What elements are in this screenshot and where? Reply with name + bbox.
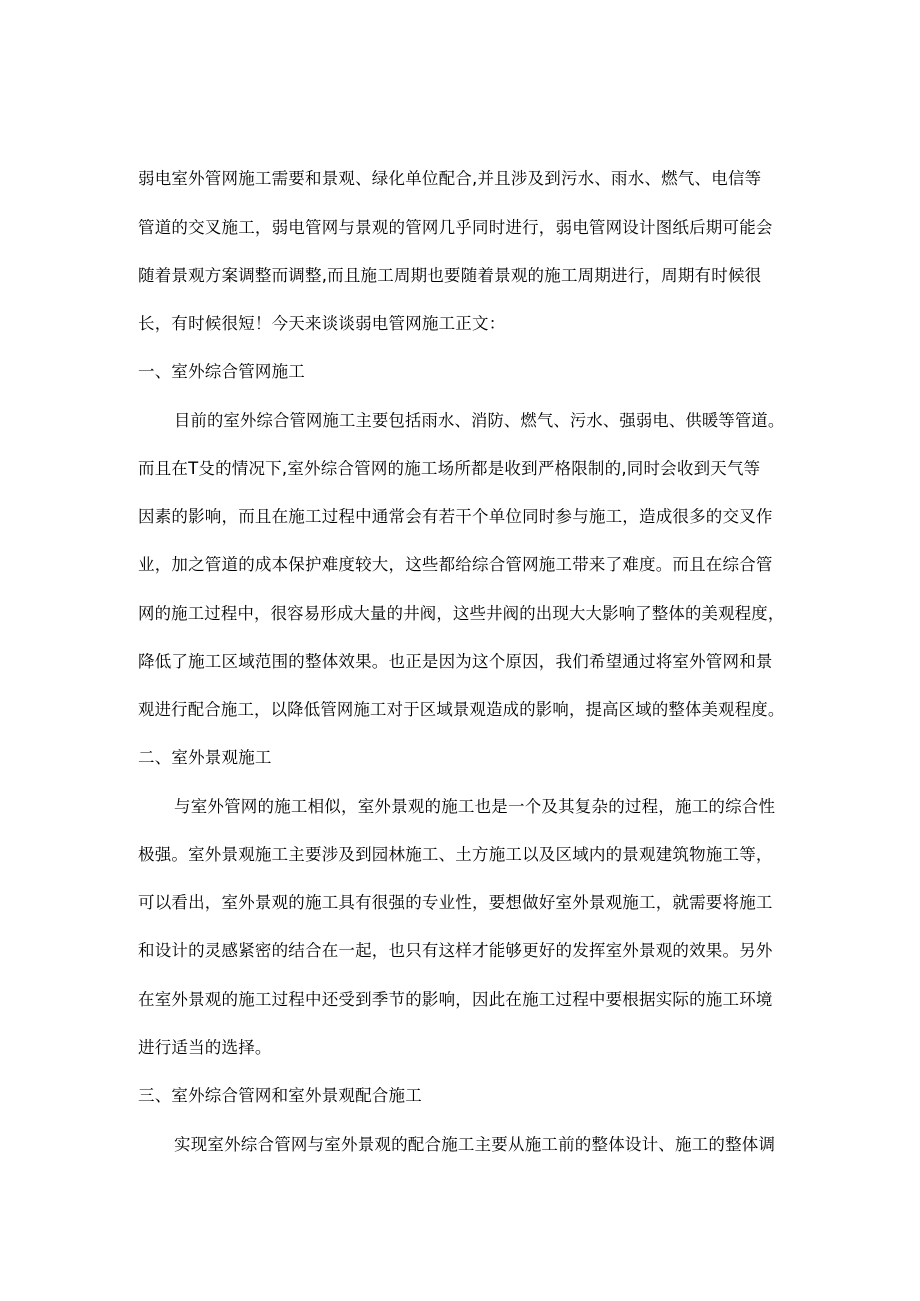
section-2-line-5: 在室外景观的施工过程中还受到季节的影响，因此在施工过程中要根据实际的施工环境 bbox=[138, 990, 773, 1009]
section-2-line-2: 极强。室外景观施工主要涉及到园林施工、土方施工以及区域内的景观建筑物施工等， bbox=[138, 845, 773, 864]
section-1-line-6: 降低了施工区域范围的整体效果。也正是因为这个原因，我们希望通过将室外管网和景 bbox=[138, 652, 773, 671]
intro-line-2: 管道的交叉施工，弱电管网与景观的管网几乎同时进行，弱电管网设计图纸后期可能会 bbox=[138, 218, 773, 237]
section-3-line-1: 实现室外综合管网与室外景观的配合施工主要从施工前的整体设计、施工的整体调 bbox=[174, 1135, 776, 1154]
intro-line-3: 随着景观方案调整而调整,而且施工周期也要随着景观的施工周期进行，周期有时候很 bbox=[138, 266, 762, 285]
section-2-line-3: 可以看出，室外景观的施工具有很强的专业性，要想做好室外景观施工，就需要将施工 bbox=[138, 893, 773, 912]
section-2-line-1: 与室外管网的施工相似，室外景观的施工也是一个及其复杂的过程，施工的综合性 bbox=[174, 797, 776, 816]
section-2-line-4: 和设计的灵感紧密的结合在一起，也只有这样才能够更好的发挥室外景观的效果。另外 bbox=[138, 941, 773, 960]
section-1-line-2: 而且在T殳的情况下,室外综合管网的施工场所都是收到严格限制的,同时会收到天气等 bbox=[138, 459, 761, 478]
section-2-line-6: 进行适当的选择。 bbox=[138, 1038, 272, 1057]
section-1-line-7: 观进行配合施工，以降低管网施工对于区域景观造成的影响，提高区域的整体美观程度。 bbox=[138, 700, 785, 719]
section-1-heading: 一、室外综合管网施工 bbox=[138, 362, 305, 381]
section-1-line-1: 目前的室外综合管网施工主要包括雨水、消防、燃气、污水、强弱电、供暖等管道。 bbox=[174, 411, 785, 430]
intro-line-4: 长，有时候很短！今天来谈谈弱电管网施工正文： bbox=[138, 314, 506, 333]
section-1-line-4: 业，加之管道的成本保护难度较大，这些都给综合管网施工带来了难度。而且在综合管 bbox=[138, 555, 773, 574]
intro-line-1: 弱电室外管网施工需要和景观、绿化单位配合,并且涉及到污水、雨水、燃气、电信等 bbox=[138, 169, 762, 188]
section-1-line-3: 因素的影响，而且在施工过程中通常会有若干个单位同时参与施工，造成很多的交叉作 bbox=[138, 507, 773, 526]
section-2-heading: 二、室外景观施工 bbox=[138, 748, 272, 767]
section-1-line-5: 网的施工过程中，很容易形成大量的井阀，这些井阀的出现大大影响了整体的美观程度， bbox=[138, 604, 785, 623]
section-3-heading: 三、室外综合管网和室外景观配合施工 bbox=[138, 1086, 422, 1105]
